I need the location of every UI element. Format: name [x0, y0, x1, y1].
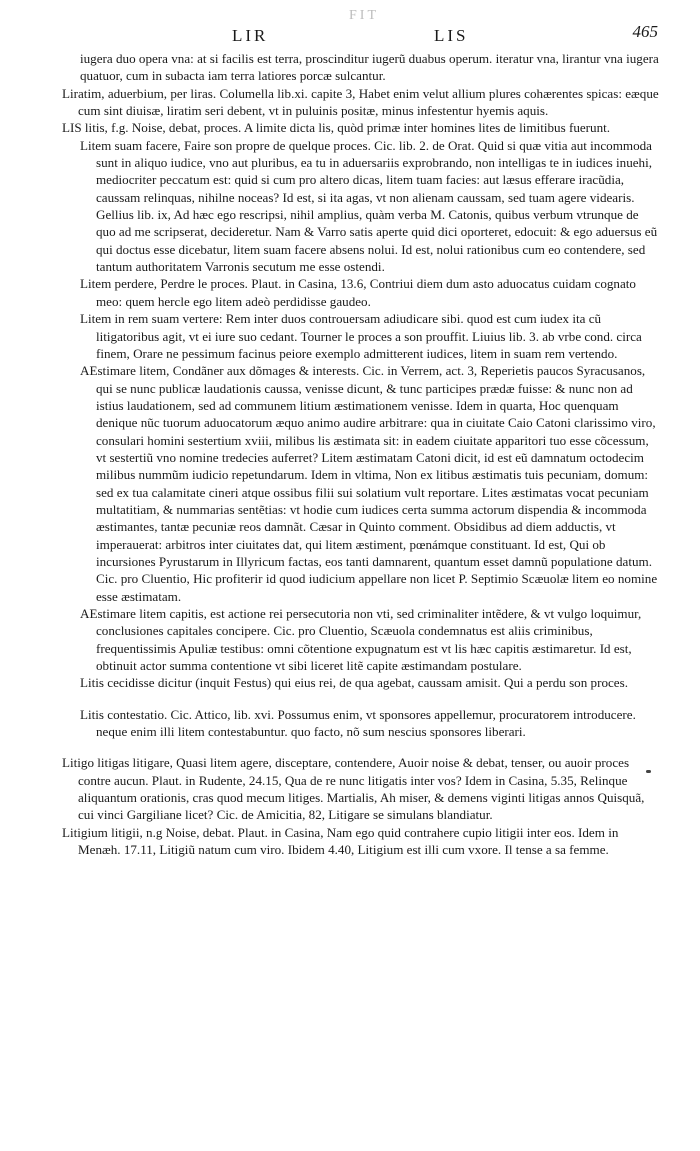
subentry-litem-perdere: Litem perdere, Perdre le proces. Plaut. in Casina, 13.6, Contriui diem dum asto aduocatus cuidam cognato meo: quem hercle ego litem adeò perdidisse gaudeo. — [80, 276, 636, 309]
running-header — [62, 8, 660, 46]
subentry-aestimare-litem-capitis: AEstimare litem capitis, est actione rei persecutoria non vti, sed criminaliter intẽdere, & vt vulgo loquimur, conclusiones capitales concipere. Cic. pro Cluentio, Scæuola condemnatus est aliis criminibus, frequentissimis Apuliæ testibus: omni cõtentione expugnatum est vt lis hæc capitis æstimaretur. Id est, obtinuit actor summa contentione vt sibi liceret litẽ capite æstimandam postulare. — [80, 606, 642, 674]
entry-litigo: Litigo litigas litigare, Quasi litem agere, disceptare, contendere, Auoir noise & debat, tenser, ou auoir proces contre aucun. Plaut. in Rudente, 24.15, Qua de re nunc litigatis inter vos? Idem in Casina, 5.35, Relinque aliquantum orationis, cras quod mecum litiges. Martialis, Ah miser, & demens viginti litigas annos Quisquã, cui vinci Gargiliane licet? Cic. de Amicitia, 82, Litigare se simulans blandiatur. — [62, 755, 645, 823]
subentry-litis-cecidisse: Litis cecidisse dicitur (inquit Festus) qui eius rei, de qua agebat, caussam amisit. Qui a perdu son proces. — [80, 675, 628, 691]
subentry-litem-suam-facere: Litem suam facere, Faire son propre de quelque proces. Cic. lib. 2. de Orat. Quid si quæ vitia aut incommoda sunt in aliquo iudice, vno aut pluribus, ea tu in aduersariis exprobrando, non intelligas te in iudices inuehi, mediocriter peccatum est: quid si cum pro altero dicas, litem tuam facies: aut læsus efferare iracũdia, caussam relinquas, nihilne noceas? Id est, si ita agas, vt non alienam caussam, sed tuam agere videaris. Gellius lib. ix, Ad hæc ego rescripsi, nihil amplius, quàm verba M. Catonis, quibus verbum vtrunque de quo ad me scripserat, decideretur. Nam & Varro satis aperte quid dici oporteret, edocuit: & ego aduersus eũ qui doctus esse dicebatur, litem suam facere absens nolui. Id est, nolui rationibus cum eo contendere, sed tantum authoritatem Varronis secutum me esse ostendi. — [80, 137, 658, 275]
subentry-litem-in-rem-suam-vertere: Litem in rem suam vertere: Rem inter duos controuersam adiudicare sibi. quod est cum iudex ita cũ litigatoribus agit, vt ei iure suo cedant. Tourner le proces a son prouffit. Liuius lib. 3. ab vrbe cond. circa finem, Orare ne pessimum facinus peiore exemplo admitterent iudices, litem in suam rem vertendo. — [80, 311, 642, 361]
header-center-guideword: LIS — [434, 26, 469, 45]
entry-lis: LIS litis, f.g. Noise, debat, proces. A limite dicta lis, quòd primæ inter homines lites de limitibus fuerunt. — [62, 120, 611, 136]
margin-mark — [646, 770, 651, 773]
page-number: 465 — [632, 22, 658, 41]
entry-liratim: Liratim, aduerbium, per liras. Columella lib.xi. capite 3, Habet enim velut allium plures cohærentes spicas: eæque cum sint diuisæ, liratim seri debent, vt in puluinis positæ, minus infestentur hyemis aquis. — [62, 85, 659, 119]
subentry-aestimare-litem: AEstimare litem, Condãner aux dõmages & interests. Cic. in Verrem, act. 3, Reperietis paucos Syracusanos, qui se nunc publicæ laudationis caussa, venisse dicunt, & tunc participes prædæ fuisse: & nunc non ad istius laudationem, sed ad communem litium æstimationem venisse. Idem in quarta, Hoc quenquam denique nũc tuorum aduocatorum æquo animo audire arbitrare: qua in ciuitate Caio Catoni clarissimo viro, consulari homini sestertium xviii, milibus lis æstimata sit: in eadem ciuitate apparitori tuo esse cõcessum, vt sestertiũ vno nomine tredecies auferret? Litem æstimatam Catoni dicit, id est eũ damnatum octodecim milibus nummũm iudicio repetundarum. Idem in vltima, Non ex litibus æstimatis tuis pecuniam, domum: sed ex tua calamitate cineri atque ossibus filii sui solatium vult reportare. Lites æstimatas vocat pecuniam multatitiam, & nummarias sentẽtias: vt hodie cum iudices certa summa actorum dispendia & incommoda æstimantes, tantæ pecuniæ reos damnãt. Cæsar in Quinto comment. Obsidibus ad diem adductis, vt imperauerat: arbitros inter ciuitates dat, qui litem æstiment, pœnámque constituant. Id est, Qui ob incursiones Pyrustarum in Illyricum factas, eos tanti damnarent, quantum esset damnũ populatione datum. Cic. pro Cluentio, Hic profiterir id quod iudicium appellare non licet P. Septimio Scæuolæ litem eo nomine esse æstimatam. — [80, 363, 658, 604]
entries-column — [62, 50, 660, 858]
entry-litigium: Litigium litigii, n.g Noise, debat. Plaut. in Casina, Nam ego quid contrahere cupio litigii inter eos. Idem in Menæh. 17.11, Litigiũ natum cum viro. Ibidem 4.40, Litigium est illi cum vxore. Il tense a sa femme. — [62, 824, 619, 858]
header-left-guideword: LIR — [232, 26, 269, 45]
entry-continuation: iugera duo opera vna: at si facilis est terra, proscinditur iugerũ duabus operum. iteratur vna, lirantur vna iugera quatuor, cum in subacta iam terra latiores porcæ sulcantur. — [80, 51, 659, 84]
subentry-litis-contestatio: Litis contestatio. Cic. Attico, lib. xvi. Possumus enim, vt sponsores appellemur, procuratorem introducere. neque enim illi litem contestabuntur. quo facto, nõ sum nescius sponsores liberari. — [80, 706, 636, 740]
show-through-text: FIT — [349, 8, 379, 23]
